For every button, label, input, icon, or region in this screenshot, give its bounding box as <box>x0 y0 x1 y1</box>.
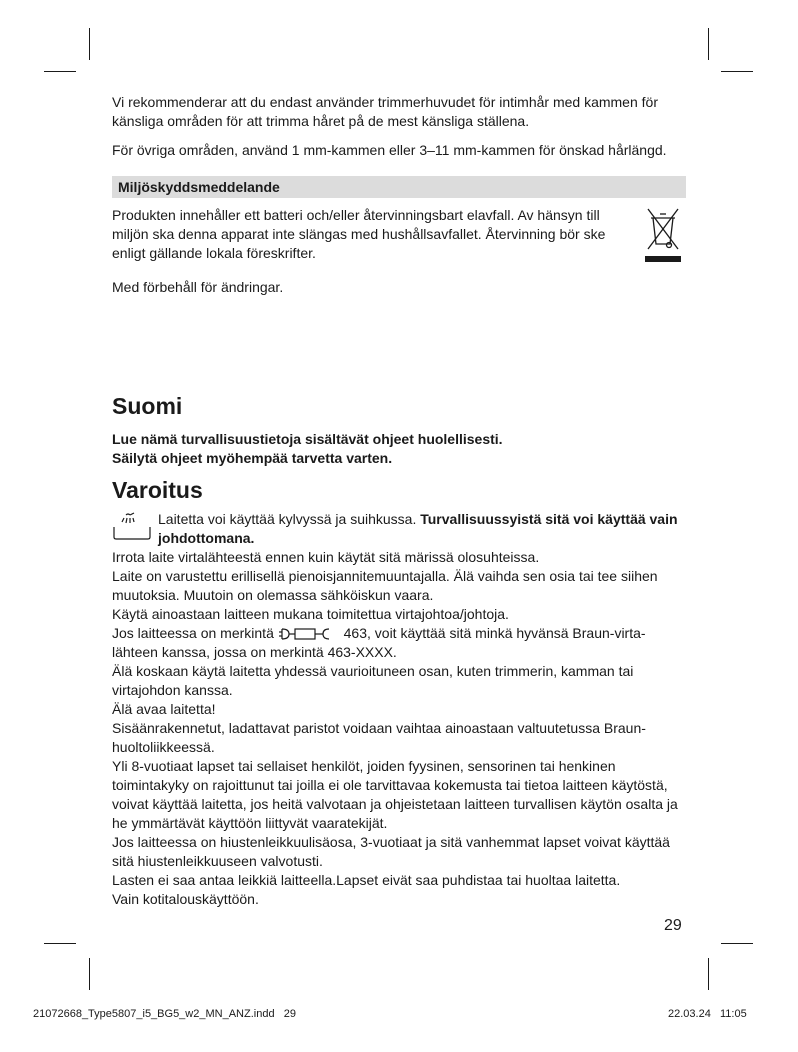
crop-mark <box>721 943 753 944</box>
warning-text-1-normal: Laitetta voi käyttää kylvyssä ja suihkussa. <box>158 511 421 527</box>
warning-text-4: Käytä ainoastaan laitteen mukana toimitettua virtajohtoa/johtoja. <box>112 606 509 622</box>
warning-text-1 <box>158 510 686 548</box>
warning-list <box>112 510 686 909</box>
environment-text: Produkten innehåller ett batteri och/eller återvinningsbart elavfall. Av hänsyn till miljön ska denna apparat inte slängas med hushållsavfallet. Återvinning bör ske enligt gällande lokala föreskrifter. <box>112 207 606 261</box>
crop-mark <box>89 28 90 60</box>
intro-line-2: Säilytä ohjeet myöhempää tarvetta varten. <box>112 450 393 466</box>
warning-text-1-bold: Turvallisuussyistä sitä voi käyttää vain johdottomana. <box>158 511 678 546</box>
environment-heading: Miljöskyddsmeddelande <box>112 176 686 198</box>
warning-item-bath <box>112 510 686 548</box>
page-number: 29 <box>664 917 682 934</box>
footer-file-info: 21072668_Type5807_i5_BG5_w2_MN_ANZ.indd 29 <box>33 1008 296 1020</box>
warning-text-5 <box>112 624 686 662</box>
crop-mark <box>708 28 709 60</box>
warning-text-12: Vain kotitalouskäyttöön. <box>112 891 259 907</box>
warning-text-8: Sisäänrakennetut, ladattavat paristot voidaan vaihtaa ainoastaan valtuutetussa Braun-huoltoliikkeessä. <box>112 720 646 755</box>
warning-title: Varoitus <box>112 477 203 503</box>
crop-mark <box>721 71 753 72</box>
warning-text-2: Irrota laite virtalähteestä ennen kuin käytät sitä märissä olosuhteissa. <box>112 549 540 565</box>
intro-block <box>112 430 503 468</box>
crop-mark <box>44 943 76 944</box>
footer-datetime: 22.03.24 11:05 <box>668 1008 747 1020</box>
plug-connector-icon <box>279 627 339 641</box>
sv-paragraph-2: För övriga områden, använd 1 mm-kammen eller 3–11 mm-kammen för önskad hårlängd. <box>112 142 667 158</box>
warning-text-5-post: 463, voit käyttää sitä minkä hyvänsä Braun-virtalähteen kanssa, jossa on merkintä 463-XXXX. <box>112 625 646 660</box>
crop-mark <box>44 71 76 72</box>
warning-text-10: Jos laitteessa on hiustenleikkuulisäosa, 3-vuotiaat ja sitä vanhemmat lapset voivat käyttää sitä hiustenleikkuuseen valvotusti. <box>112 834 670 869</box>
section-title-suomi: Suomi <box>112 393 183 419</box>
crop-mark <box>89 958 90 990</box>
bath-shower-icon <box>112 511 152 541</box>
intro-line-1: Lue nämä turvallisuustietoja sisältävät ohjeet huolellisesti. <box>112 431 503 447</box>
sv-paragraph-1: Vi rekommenderar att du endast använder trimmerhuvudet för intimhår med kammen för känsliga områden för att trimma håret på de mest känsliga ställena. <box>112 94 658 129</box>
warning-text-3: Laite on varustettu erillisellä pienoisjannitemuuntajalla. Älä vaihda sen osia tai tee siihen muutoksia. Muutoin on olemassa sähköiskun vaara. <box>112 568 658 603</box>
warning-text-9: Yli 8-vuotiaat lapset tai sellaiset henkilöt, joiden fyysinen, sensorinen tai henkinen toimintakyky on rajoittunut tai joilla ei ole tarvittavaa kokemusta tai tietoa laitteen käytöstä, voivat käyttää laitetta, jos heitä valvotaan ja ohjeistetaan laitteen turvallisen käytön osalta ja he ymmärtävät käyttöön liittyvät vaaratekijät. <box>112 758 678 831</box>
crop-mark <box>708 958 709 990</box>
warning-text-5-pre: Jos laitteessa on merkintä <box>112 625 278 641</box>
warning-text-11: Lasten ei saa antaa leikkiä laitteella.Lapset eivät saa puhdistaa tai huoltaa laitetta. <box>112 872 621 888</box>
sv-reservation: Med förbehåll för ändringar. <box>112 279 284 295</box>
crossed-out-wheelie-bin-icon <box>642 206 684 264</box>
page-content <box>112 93 686 907</box>
environment-section <box>112 206 686 264</box>
warning-text-7: Älä avaa laitetta! <box>112 701 216 717</box>
warning-text-6: Älä koskaan käytä laitetta yhdessä vaurioituneen osan, kuten trimmerin, kamman tai virtajohdon kanssa. <box>112 663 634 698</box>
